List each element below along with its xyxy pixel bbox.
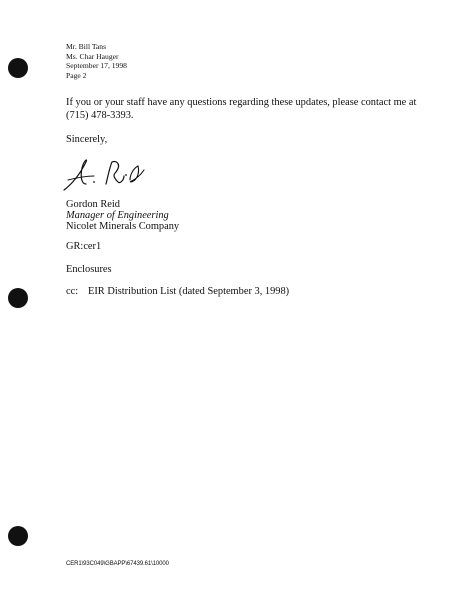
page-number: Page 2 (66, 70, 87, 80)
body-paragraph-line-1: If you or your staff have any questions regarding these updates, please contact me at (66, 97, 417, 108)
letter-date: September 17, 1998 (66, 61, 127, 70)
reference-initials: GR:cer1 (66, 241, 102, 252)
signer-company: Nicolet Minerals Company (66, 221, 180, 232)
footer-file-code: CER1\93C049\GBAPP\67439.61\10000 (66, 561, 169, 567)
signer-name: Gordon Reid (66, 199, 120, 210)
recipient-line-2: Ms. Char Hauger (66, 51, 119, 61)
handwritten-signature (60, 154, 150, 196)
recipient-line-1: Mr. Bill Tans (66, 42, 107, 51)
binder-hole-middle (8, 288, 28, 308)
signer-title: Manager of Engineering (66, 210, 169, 221)
body-paragraph-line-2: (715) 478-3393. (66, 110, 134, 121)
cc-distribution: EIR Distribution List (dated September 3, 1998) (88, 286, 290, 297)
enclosures-notation: Enclosures (66, 264, 112, 275)
binder-hole-bottom (8, 526, 28, 546)
binder-hole-top (8, 58, 28, 78)
closing: Sincerely, (66, 134, 108, 145)
cc-label: cc: (66, 286, 79, 297)
